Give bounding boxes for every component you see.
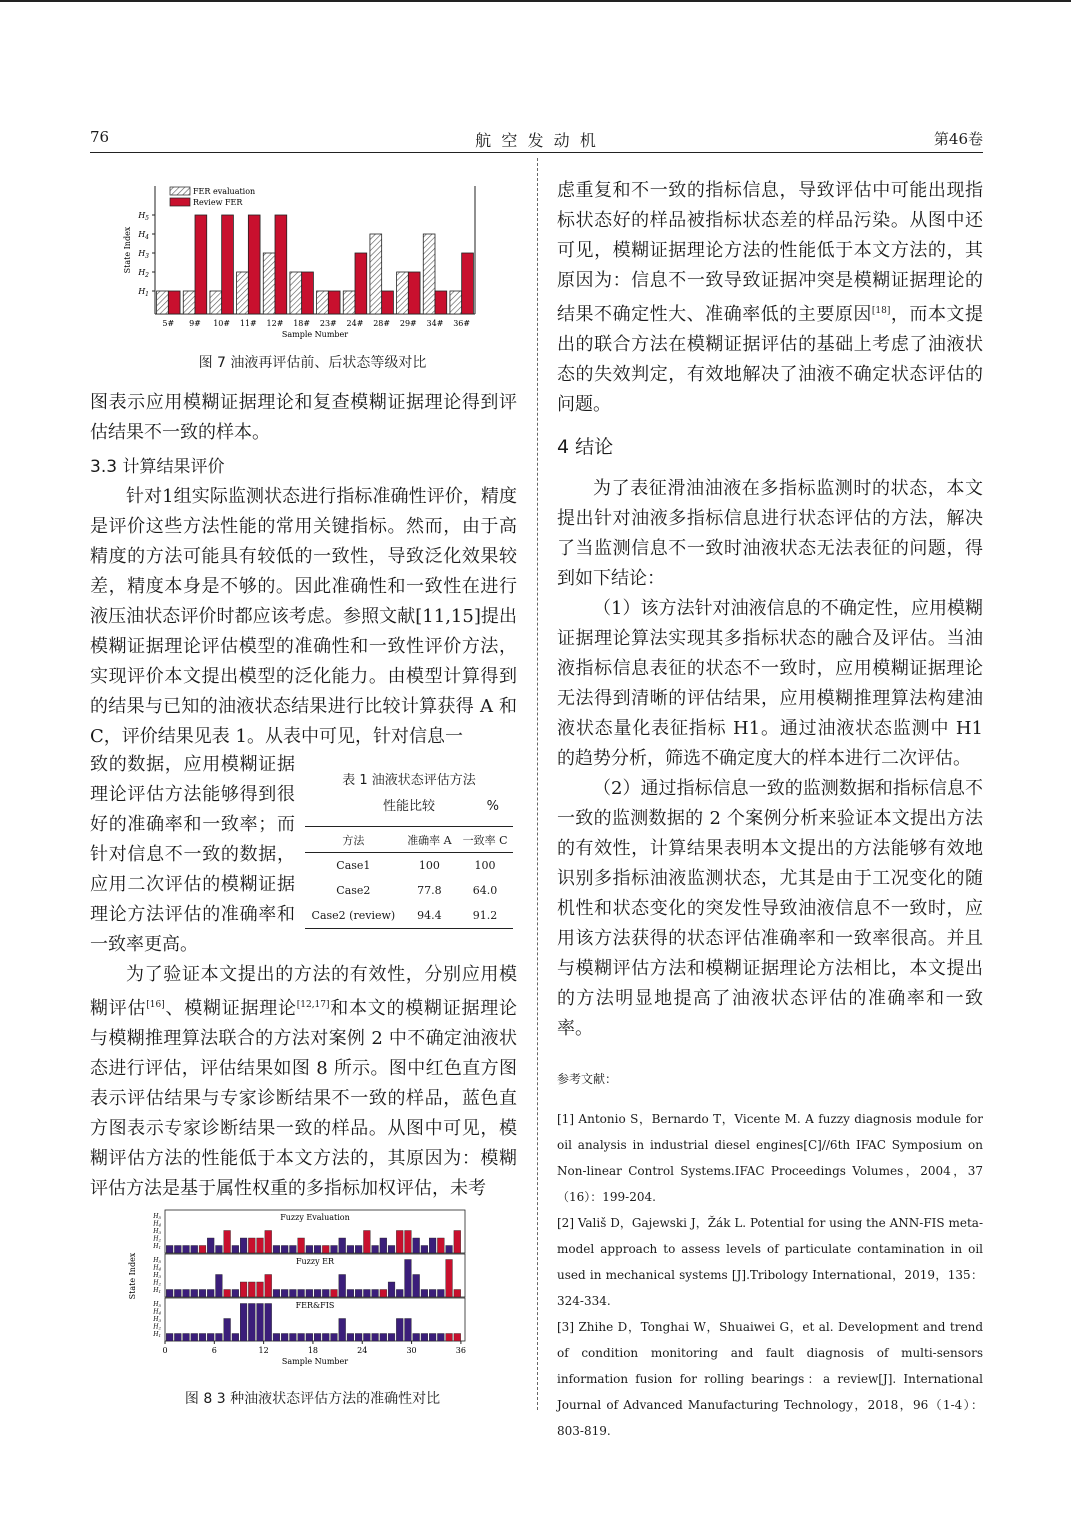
figure-7-chart [120, 178, 490, 348]
panel-title: Fuzzy Evaluation [280, 1213, 350, 1222]
bar [281, 1290, 288, 1298]
para-conclusion-intro: 为了表征滑油油液在多指标监测时的状态，本文提出针对油液多指标信息进行状态评估的方法，解决了当监测信息不一致时油液状态无法表征的问题，得到如下结论： [557, 478, 983, 589]
bar [454, 1290, 461, 1298]
x-tick-label: 0 [162, 1346, 168, 1355]
column-divider [537, 158, 538, 1410]
y-tick-label: H5 [153, 1257, 161, 1264]
bar [429, 1238, 436, 1253]
bar [363, 1334, 370, 1342]
bar [224, 1231, 231, 1254]
bar-review-fer [462, 253, 474, 314]
bar-fer-evaluation [317, 291, 329, 314]
bar [183, 1246, 190, 1254]
bar [183, 1290, 190, 1298]
bar-fer-evaluation [290, 272, 302, 314]
y-tick-label: $H_5$ [138, 211, 149, 222]
bar [314, 1246, 321, 1254]
bar [224, 1319, 231, 1342]
bar [380, 1290, 387, 1298]
bar [166, 1334, 173, 1342]
bar [421, 1246, 428, 1254]
bar-fer-evaluation [370, 234, 382, 314]
bar-fer-evaluation [183, 291, 195, 314]
bar [207, 1238, 214, 1253]
bar [405, 1319, 412, 1342]
bar [191, 1246, 198, 1254]
table-1-unit: % [486, 799, 499, 814]
bar [363, 1290, 370, 1298]
y-axis-label: State Index [128, 1252, 137, 1300]
y-tick-label: H4 [153, 1264, 161, 1272]
y-axis-label: State Index [123, 226, 132, 274]
bar-fer-evaluation [237, 272, 249, 314]
bar [265, 1304, 272, 1342]
journal-title: 航 空 发 动 机 [475, 131, 596, 150]
para-right-cont: 虑重复和不一致的指标信息，导致评估中可能出现指标状态好的样品被指标状态差的样品污染。从图中还可见，模糊证据理论方法的性能低于本文方法的，其原因为：信息不一致导致证据冲突是模糊证据理论的结果不确定性大、准确率低的主要原因[18]，而本文提出的联合方法在模糊证据评估的基础上考虑了油液状态的失效判定，有效地解决了油液不确定状态评估的问题。 [557, 180, 984, 415]
bar [281, 1334, 288, 1342]
bar [248, 1304, 255, 1342]
bar [281, 1246, 288, 1254]
bar [322, 1290, 329, 1298]
bar [183, 1334, 190, 1342]
bar-review-fer [168, 291, 180, 314]
bar [339, 1319, 346, 1342]
bar-review-fer [355, 253, 367, 314]
bar [454, 1334, 461, 1342]
para-conclusion-2: （2）通过指标信息一致的监测数据和指标信息不一致的监测数据的 2 个案例分析来验证本文提出方法的有效性，计算结果表明本文提出的方法能够有效地识别多指标油液监测状态，尤其是由于工况变化的随机性和状态变化的突发性导致油液信息不一致时，应用该方法获得的状态评估准确率和一致率很高。并且与模糊评估方法和模糊证据理论方法相比，本文提出的方法明显地提高了油液状态评估的准确率和一致率。 [557, 778, 983, 1039]
x-tick-label: 18 [307, 1346, 319, 1355]
bar [437, 1334, 444, 1342]
bar-fer-evaluation [343, 291, 355, 314]
left-wrap-column [90, 750, 295, 960]
bar [273, 1290, 280, 1298]
table-1 [305, 768, 513, 929]
bar [191, 1334, 198, 1342]
bar-review-fer [275, 215, 287, 314]
y-tick-label: H4 [153, 1220, 161, 1228]
bar [331, 1246, 338, 1254]
bar [429, 1290, 436, 1298]
y-tick-label: $H_4$ [138, 230, 149, 241]
bar [273, 1334, 280, 1342]
x-tick-label: 5# [162, 319, 175, 328]
bar [413, 1275, 420, 1298]
bar [413, 1238, 420, 1253]
bar [363, 1231, 370, 1254]
bar [240, 1238, 247, 1253]
para-validation: 为了验证本文提出的方法的有效性，分别应用模糊评估[16]、模糊证据理论[12,17]和本文的模糊证据理论与模糊推理算法联合的方法对案例 2 中不确定油液状态进行评估，评估结果如图 8 所示。图中红色直方图表示评估结果与专家诊断结果不一致的样品，蓝色直方图表示专家诊断结果一致的样品。从图中可见，模糊评估方法的性能低于本文方法的，其原因为：模糊评估方法是基于属性权重的多指标加权评估，未考 [90, 964, 518, 1199]
y-tick-label: H3 [153, 1316, 161, 1323]
bar [191, 1290, 198, 1298]
bar [174, 1334, 181, 1342]
bar [446, 1334, 453, 1342]
x-tick-label: 30 [406, 1346, 417, 1355]
x-tick-label: 6 [211, 1346, 217, 1355]
bar [347, 1290, 354, 1298]
bar [265, 1231, 272, 1254]
bar-review-fer [222, 215, 234, 314]
top-border [0, 0, 1071, 2]
bar [216, 1246, 223, 1254]
para-fig7-desc: 图表示应用模糊证据理论和复查模糊证据理论得到评估结果不一致的样本。 [90, 392, 517, 443]
bar [273, 1246, 280, 1254]
bar [290, 1246, 297, 1254]
y-tick-label: H3 [153, 1228, 161, 1235]
table-1-title2: 性能比较 [382, 799, 435, 814]
bar [405, 1260, 412, 1298]
bar [240, 1282, 247, 1297]
x-tick-label: 28# [373, 319, 391, 328]
bar-review-fer [302, 272, 314, 314]
right-column [557, 176, 983, 1444]
bar [216, 1275, 223, 1298]
bar [290, 1290, 297, 1298]
x-tick-label: 11# [239, 319, 257, 328]
x-tick-label: 36# [453, 319, 471, 328]
y-tick-label: $H_1$ [138, 287, 149, 298]
bar [298, 1290, 305, 1298]
bar [174, 1246, 181, 1254]
bar [372, 1334, 379, 1342]
y-tick-label: $H_2$ [138, 268, 149, 279]
bar-fer-evaluation [263, 253, 275, 314]
bar [388, 1246, 395, 1254]
bar [372, 1246, 379, 1254]
bar [347, 1246, 354, 1254]
para-eval-1: 针对1组实际监测状态进行指标准确性评价，精度是评价这些方法性能的常用关键指标。然而，由于高精度的方法可能具有较低的一致性，导致泛化效果较差，精度本身是不够的。因此准确性和一致性在进行液压油状态评价时都应该考虑。参照文献[11,15]提出模糊证据理论评估模型的准确性和一致性评价方法，实现评价本文提出模型的泛化能力。由模型计算得到的结果与已知的油液状态结果进行比较计算获得 A 和 C，评价结果见表 1。从表中可见，针对信息一 [90, 486, 517, 747]
bar [240, 1304, 247, 1342]
bar [257, 1304, 264, 1342]
bar [199, 1290, 206, 1298]
bar [306, 1246, 313, 1254]
bar [232, 1290, 239, 1298]
x-tick-label: 23# [319, 319, 337, 328]
table-1-grid [305, 826, 513, 929]
bar [248, 1238, 255, 1253]
bar-review-fer [328, 291, 340, 314]
table-header: 方法 [342, 833, 365, 847]
y-tick-label: H3 [153, 1272, 161, 1279]
y-tick-label: H2 [153, 1235, 161, 1243]
bar-fer-evaluation [397, 272, 409, 314]
page-number: 76 [90, 128, 110, 146]
table-row: Case2 (review) 94.4 91.2 [311, 909, 498, 922]
x-tick-label: 10# [213, 319, 231, 328]
bar [388, 1282, 395, 1297]
table-header: 一致率 C [462, 833, 508, 847]
bar [380, 1334, 387, 1342]
volume-label: 第46卷 [933, 130, 983, 148]
header-rule [90, 152, 983, 153]
bar [388, 1334, 395, 1342]
x-tick-label: 24# [346, 319, 364, 328]
bar [232, 1246, 239, 1254]
y-tick-label: H2 [153, 1323, 161, 1331]
x-tick-label: 12 [258, 1346, 269, 1355]
y-tick-label: H1 [153, 1243, 161, 1250]
bar [413, 1334, 420, 1342]
bar [224, 1290, 231, 1298]
panel-title: FER&FIS [295, 1301, 335, 1310]
table-row: Case2 77.8 64.0 [336, 884, 498, 897]
bar-review-fer [435, 291, 447, 314]
bar [207, 1290, 214, 1298]
bar [355, 1334, 362, 1342]
legend-review-fer: Review FER [193, 198, 243, 207]
para-eval-1b: 致的数据，应用模糊证据理论评估方法能够得到很好的准确率和一致率；而针对信息不一致的数据，应用二次评估的模糊证据理论方法评估的准确率和一致率更高。 [90, 754, 295, 955]
bar [339, 1238, 346, 1253]
bar-fer-evaluation [423, 234, 435, 314]
y-tick-label: H4 [153, 1308, 161, 1316]
x-tick-label: 29# [399, 319, 417, 328]
bar [331, 1290, 338, 1298]
bar [199, 1246, 206, 1254]
x-tick-label: 34# [426, 319, 444, 328]
bar [322, 1334, 329, 1342]
bar [314, 1334, 321, 1342]
bar [454, 1231, 461, 1254]
bar [257, 1282, 264, 1297]
bar [339, 1275, 346, 1298]
references-heading: 参考文献： [557, 1072, 618, 1086]
left-column-lower [90, 960, 517, 1204]
bar-review-fer [408, 272, 420, 314]
bar [306, 1290, 313, 1298]
x-tick-label: 18# [293, 319, 311, 328]
bar [166, 1246, 173, 1254]
bar [298, 1238, 305, 1253]
bar [232, 1334, 239, 1342]
bar [396, 1319, 403, 1342]
bar-fer-evaluation [450, 291, 462, 314]
legend-swatch-fer [170, 187, 190, 195]
bar [446, 1246, 453, 1254]
bar [314, 1290, 321, 1298]
reference-1: [1] Antonio S，Bernardo T，Vicente M. A fuzzy diagnosis module for oil analysis in industrial diesel engines[C]//6th IFAC Symposium on Non-linear Control Systems.IFAC Proceedings Volumes，2004，37（16）：199-204. [557, 1112, 983, 1204]
bar [174, 1290, 181, 1298]
bar [380, 1238, 387, 1253]
y-tick-label: H1 [153, 1287, 161, 1294]
bar-review-fer [195, 215, 207, 314]
bar [355, 1290, 362, 1298]
x-tick-label: 9# [189, 319, 201, 328]
bar [347, 1334, 354, 1342]
para-conclusion-1: （1）该方法针对油液信息的不确定性，应用模糊证据理论算法实现其多指标状态的融合及评估。当油液指标信息表征的状态不一致时，应用模糊证据理论无法得到清晰的评估结果，应用模糊推理算法构建油液状态量化表征指标 H1。通过油液状态监测中 H1 的趋势分析，筛选不确定度大的样本进行二次评估。 [557, 598, 983, 769]
x-tick-label: 36 [455, 1346, 466, 1355]
bar [207, 1334, 214, 1342]
bar [298, 1334, 305, 1342]
bar-fer-evaluation [157, 291, 169, 314]
figure-8-chart [125, 1205, 475, 1380]
bar [216, 1334, 223, 1342]
table-row: Case1 100 100 [336, 859, 496, 872]
bar [405, 1231, 412, 1254]
bar [322, 1246, 329, 1254]
y-tick-label: H2 [153, 1279, 161, 1287]
bar [248, 1282, 255, 1297]
figure-8-caption: 图 8 3 种油液状态评估方法的准确性对比 [184, 1391, 441, 1407]
y-tick-label: H5 [153, 1301, 161, 1308]
bar [306, 1334, 313, 1342]
bar-fer-evaluation [210, 291, 222, 314]
bar [421, 1290, 428, 1298]
bar [265, 1275, 272, 1298]
bar [355, 1246, 362, 1254]
bar [437, 1290, 444, 1298]
x-tick-label: 24 [357, 1346, 368, 1355]
bar [396, 1231, 403, 1254]
bar [199, 1334, 206, 1342]
x-tick-label: 12# [266, 319, 284, 328]
section-3-3-heading: 3.3 计算结果评价 [90, 457, 225, 477]
table-header: 准确率 A [407, 833, 452, 847]
bar [290, 1334, 297, 1342]
y-tick-label: $H_3$ [138, 249, 149, 260]
bar [421, 1334, 428, 1342]
bar [331, 1334, 338, 1342]
reference-3: [3] Zhihe D，Tonghai W，Shuaiwei G，et al. Development and trend of condition monitoring and fault diagnosis of multi-sensors information fusion for rolling bearings：a review[J]. International Journal of Advanced Manufacturing Technology，2018，96（1-4）：803-819. [557, 1320, 983, 1438]
bar [429, 1334, 436, 1342]
legend-swatch-review [170, 198, 190, 206]
bar [437, 1238, 444, 1253]
x-axis-label: Sample Number [281, 1357, 349, 1366]
y-tick-label: H1 [153, 1331, 161, 1338]
x-axis-label: Sample Number [281, 330, 349, 339]
left-column [90, 388, 517, 752]
legend-fer-evaluation: FER evaluation [193, 187, 256, 196]
bar [446, 1260, 453, 1298]
bar-review-fer [248, 215, 260, 314]
reference-2: [2] Vališ D，Gajewski J，Žák L. Potential for using the ANN-FIS meta-model approach to assess levels of particulate contamination in oil used in mechanical systems [J].Tribology International，2019，135：324-334. [557, 1216, 983, 1308]
section-4-heading: 4 结论 [557, 436, 614, 458]
panel-title: Fuzzy ER [295, 1257, 335, 1266]
y-tick-label: H5 [153, 1213, 161, 1220]
bar [396, 1290, 403, 1298]
bar [166, 1290, 173, 1298]
bar-review-fer [382, 291, 394, 314]
bar [372, 1290, 379, 1298]
figure-7-caption: 图 7 油液再评估前、后状态等级对比 [198, 355, 427, 371]
table-1-title: 表 1 油液状态评估方法 [342, 773, 476, 788]
bar [257, 1238, 264, 1253]
